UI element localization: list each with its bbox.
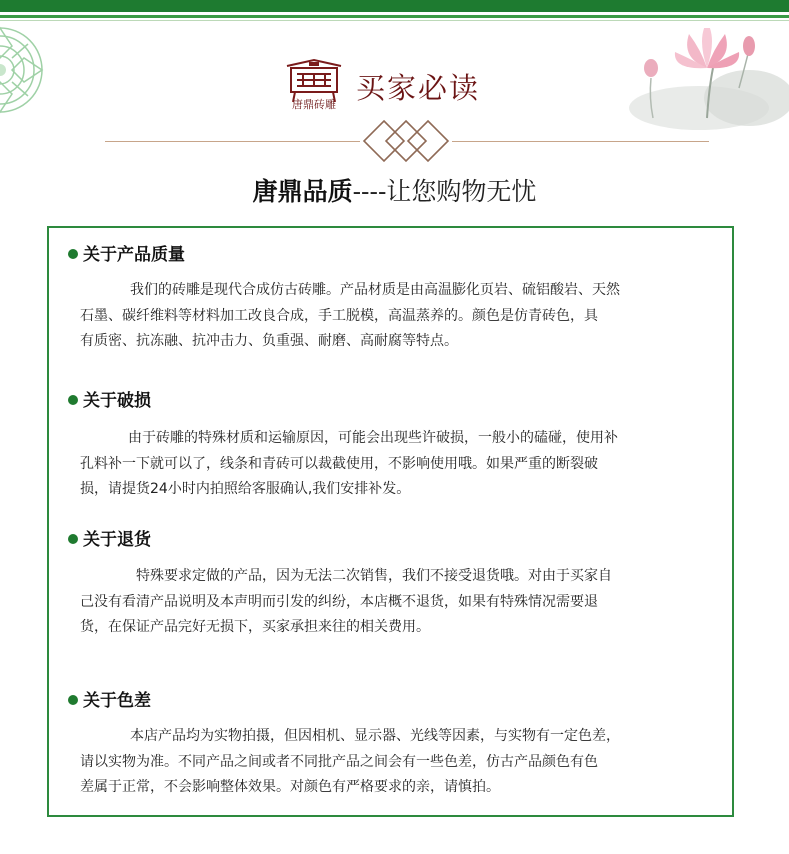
- bullet-dot-icon: [68, 395, 78, 405]
- section-paragraph-returns: 特殊要求定做的产品，因为无法二次销售，我们不接受退货哦。对由于买家自 己没有看清产品说明及本声明而引发的纠纷，本店概不退货，如果有特殊情况需要退 货，在保证产品完好无损下，买家承担来往的相关费用。: [80, 568, 612, 635]
- section-paragraph-color: 本店产品均为实物拍摄，但因相机、显示器、光线等因素，与实物有一定色差， 请以实物为准。不同产品之间或者不同批产品之间会有一些色差，仿古产品颜色有色 差属于正常，不会影响整体效果。对颜色有严格要求的亲，请慎拍。: [80, 728, 620, 795]
- subtitle: [0, 172, 789, 208]
- section-heading-damage: 关于破损: [68, 386, 151, 411]
- lotus-flower-icon: [589, 28, 789, 138]
- section-heading-color: 关于色差: [68, 686, 151, 711]
- bullet-dot-icon: [68, 534, 78, 544]
- diamond-ornament-icon: [362, 117, 450, 165]
- subtitle-rest: ----让您购物无忧: [352, 177, 537, 206]
- divider-right: [452, 141, 709, 142]
- top-thin-stripe: [0, 20, 789, 21]
- bullet-dot-icon: [68, 695, 78, 705]
- section-heading-quality: 关于产品质量: [68, 240, 185, 265]
- section-paragraph-quality: 我们的砖雕是现代合成仿古砖雕。产品材质是由高温膨化页岩、硫铝酸岩、天然 石墨、碳纤维料等材料加工改良合成，手工脱模，高温蒸养的。颜色是仿青砖色，具 有质密、抗冻融、抗冲击力、负重强、耐磨、高耐腐等特点。: [80, 282, 620, 349]
- ornament-pattern-icon: [0, 22, 50, 142]
- top-green-bar: [0, 0, 789, 12]
- notice-content-box: [47, 226, 734, 817]
- divider-left: [105, 141, 360, 142]
- page-title: 买家必读: [356, 71, 481, 105]
- section-heading-returns: 关于退货: [68, 525, 151, 550]
- subtitle-strong: 唐鼎品质: [252, 177, 353, 206]
- top-green-stripe: [0, 15, 789, 18]
- brand-logo-text: 唐鼎砖雕: [292, 98, 336, 111]
- bullet-dot-icon: [68, 249, 78, 259]
- section-paragraph-damage: 由于砖雕的特殊材质和运输原因，可能会出现些许破损，一般小的磕碰，使用补 孔料补一下就可以了，线条和青砖可以裁截使用，不影响使用哦。如果严重的断裂破 损，请提货24小时内拍照给客服确认,我们安排补发。: [80, 430, 618, 497]
